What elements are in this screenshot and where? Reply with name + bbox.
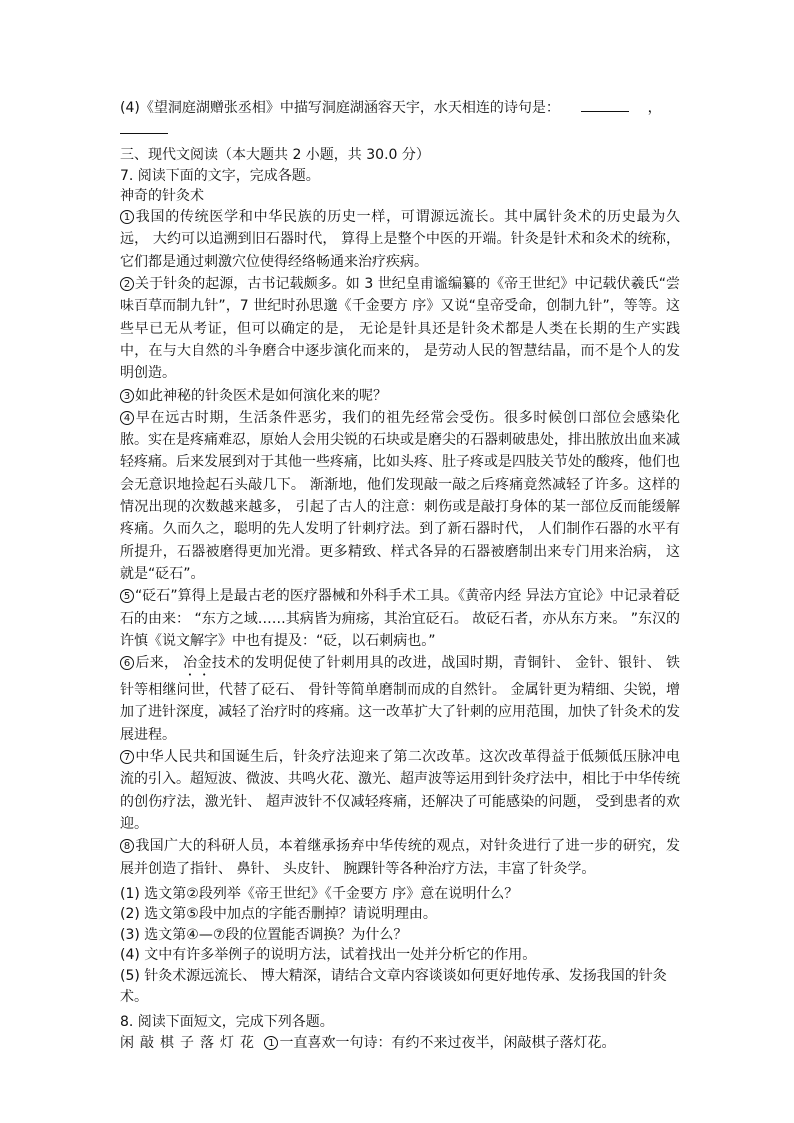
q7-heading: 7. 阅读下面的文字，完成各题。 — [120, 167, 320, 184]
q7-subquestion: (4) 文中有许多举例子的说明方法，试着找出一处并分析它的作用。 — [120, 947, 537, 964]
q7-paragraph — [120, 206, 680, 273]
paragraph-number: 3 — [120, 389, 134, 403]
q7-paragraph — [120, 273, 680, 384]
q7-questions — [120, 884, 680, 1008]
q7-paragraph — [120, 407, 680, 585]
q8-first-line — [120, 1032, 680, 1054]
section-3-heading: 三、现代文阅读（本大题共 2 小题，共 30.0 分） — [120, 147, 430, 164]
paragraph-number: 8 — [120, 839, 134, 853]
answer-blank-1[interactable] — [581, 97, 629, 112]
paragraph-number: 5 — [120, 589, 134, 603]
q7-subquestion: (3) 选文第④—⑦段的位置能否调换？为什么？ — [120, 926, 408, 943]
q8-heading: 8. 阅读下面短文，完成下列各题。 — [120, 1013, 334, 1030]
paragraph-lead: 后来， — [135, 655, 184, 672]
q4-fill-sep: ， — [647, 100, 662, 116]
answer-blank-2[interactable] — [120, 121, 168, 134]
paragraph-text: 技术的发明促使了针刺用具的改进，战国时期，青铜针、 金针、银针、 铁针等相继问世，代替了砭石、 骨针等简单磨制而成的自然针。 金属针更为精细、尖锐，增加了进针深度，减轻了治疗时的疼痛。这一改革扩大了针刺的应用范围，加快了针灸术的发展进程。 — [120, 655, 680, 743]
q4-fill-line — [120, 97, 680, 118]
paragraph-text: 如此神秘的针灸医术是如何演化来的呢？ — [135, 387, 387, 404]
q7-paragraph — [120, 835, 680, 880]
q7-paragraph — [120, 585, 680, 652]
paragraph-number: 1 — [120, 210, 134, 224]
q7-subquestion: (1) 选文第②段列举《帝王世纪》《千金要方 序》意在说明什么？ — [120, 885, 519, 902]
paragraph-text: 关于针灸的起源，古书记载颇多。如 3 世纪皇甫谧编纂的《帝王世纪》中记载伏羲氏“尝味百草而制九针”，7 世纪时孙思邈《千金要方 序》又说“皇帝受命，创制九针”，等等。这些早已无从考证，但可以确定的是， 无论是针具还是针灸术都是人类在长期的生产实践中，在与大自然的斗争磨合中逐步演化而来的， 是劳动人民的智慧结晶，而不是个人的发明创造。 — [120, 276, 680, 382]
paragraph-text: 早在远古时期，生活条件恶劣，我们的祖先经常会受伤。很多时候创口部位会感染化脓。实在是疼痛难忍，原始人会用尖锐的石块或是磨尖的石器刺破患处，排出脓放出血来减轻疼痛。后来发展到对于其他一些疼痛，比如头疼、肚子疼或是四肢关节处的酸疼，他们也会无意识地捡起石头敲几下。 渐渐地，他们发现敲一敲之后疼痛竟然减轻了许多。这样的情况出现的次数越来越多， 引起了古人的注意：刺伤或是敲打身体的某一部位反而能缓解疼痛。久而久之，聪明的先人发明了针刺疗法。到了新石器时代， 人们制作石器的水平有所提升，石器被磨得更加光滑。更多精致、样式各异的石器被磨制出来专门用来治病， 这就是“砭石”。 — [120, 409, 680, 582]
paragraph-text: 我国广大的科研人员，本着继承扬弃中华传统的观点，对针灸进行了进一步的研究，发展并创造了指针、 鼻针、 头皮针、 腕踝针等各种治疗方法，丰富了针灸学。 — [120, 838, 680, 877]
paragraph-number: 7 — [120, 750, 134, 764]
q7-paragraph — [120, 385, 680, 407]
paragraph-text: 我国的传统医学和中华民族的历史一样，可谓源远流长。其中属针灸术的历史最为久远， 大约可以追溯到旧石器时代， 算得上是整个中医的开端。针灸是针术和灸术的统称，它们都是通过刺激穴位使得经络畅通来治疗疾病。 — [120, 209, 680, 270]
page-content — [120, 97, 680, 1054]
q7-article — [120, 206, 680, 880]
paragraph-number: 6 — [120, 656, 134, 670]
q7-subquestion: (2) 选文第⑤段中加点的字能否删掉？请说明理由。 — [120, 906, 437, 923]
paragraph-number: 2 — [120, 277, 134, 291]
q4-blank-line — [120, 120, 680, 140]
q7-subquestion: (5) 针灸术源远流长、 博大精深，请结合文章内容谈谈如何更好地传承、发扬我国的针灸术。 — [120, 967, 667, 1005]
paragraph-text: 中华人民共和国诞生后，针灸疗法迎来了第二次改革。这次改革得益于低频低压脉冲电流的引入。超短波、微波、共鸣火花、激光、超声波等运用到针灸疗法中，相比于中华传统的创伤疗法，激光针、 超声波针不仅减轻疼痛，还解决了可能感染的问题， 受到患者的欢迎。 — [120, 749, 680, 832]
paragraph-number: 1 — [264, 1036, 278, 1050]
q4-fill-text: (4)《望洞庭湖赠张丞相》中描写洞庭湖涵容天宇，水天相连的诗句是： — [120, 100, 560, 116]
q7-paragraph — [120, 652, 680, 746]
q7-article-title: 神奇的针灸术 — [120, 187, 204, 204]
q7-paragraph — [120, 746, 680, 835]
paragraph-text: “砭石”算得上是最古老的医疗器械和外科手术工具。《黄帝内经 异法方宜论》中记录着砭石的由来： “东方之域……其病皆为痈疡，其治宜砭石。 故砭石者，亦从东方来。 ”东汉的许慎《说文解字》中也有提及：“砭，以石刺病也。” — [120, 588, 680, 649]
emphasized-word: 冶金 — [183, 655, 212, 672]
paragraph-number: 4 — [120, 411, 134, 425]
q8-article-title: 闲敲棋子落灯花 — [120, 1035, 260, 1052]
q8-paragraph-text: 一直喜欢一句诗：有约不来过夜半，闲敲棋子落灯花。 — [279, 1035, 616, 1052]
